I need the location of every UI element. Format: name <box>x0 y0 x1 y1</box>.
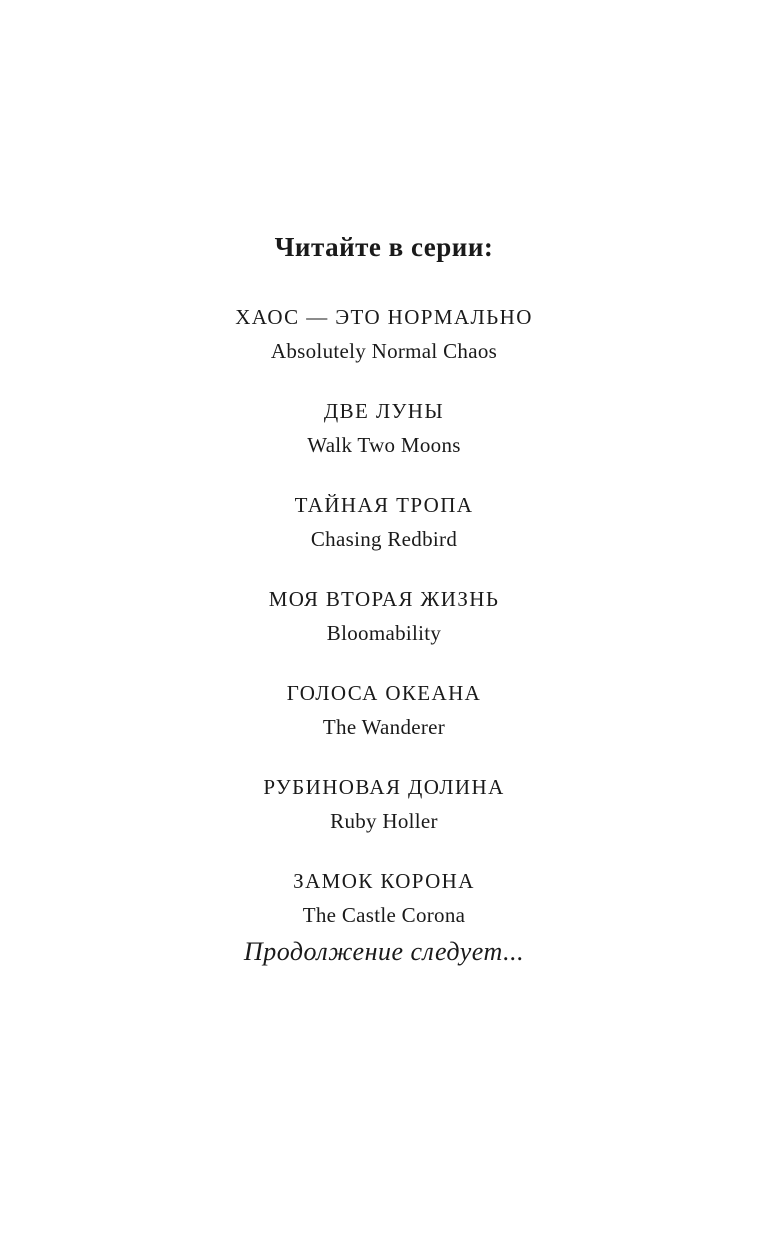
book-title-en: Ruby Holler <box>330 809 438 833</box>
book-title-en: The Castle Corona <box>302 903 466 927</box>
book-entry <box>0 488 768 582</box>
book-title-en: Absolutely Normal Chaos <box>270 339 498 363</box>
book-title-en: The Wanderer <box>322 715 446 739</box>
book-entry <box>0 770 768 864</box>
book-title-ru: РУБИНОВАЯ ДОЛИНА <box>263 775 505 799</box>
book-title-ru: ЗАМОК КОРОНА <box>293 869 475 893</box>
book-entry <box>0 582 768 676</box>
book-title-ru: ТАЙНАЯ ТРОПА <box>294 493 474 517</box>
book-title-en: Bloomability <box>326 621 442 645</box>
book-title-ru: ХАОС — ЭТО НОРМАЛЬНО <box>235 305 533 329</box>
book-entry <box>0 676 768 770</box>
book-title-ru: ГОЛОСА ОКЕАНА <box>286 681 482 705</box>
series-book-list <box>0 300 768 958</box>
continuation-note: Продолжение следует... <box>243 937 525 966</box>
book-title-ru: ДВЕ ЛУНЫ <box>323 399 445 423</box>
series-heading: Читайте в серии: <box>274 232 494 262</box>
book-title-ru: МОЯ ВТОРАЯ ЖИЗНЬ <box>268 587 500 611</box>
book-title-en: Walk Two Moons <box>307 433 461 457</box>
book-title-en: Chasing Redbird <box>310 527 458 551</box>
book-entry <box>0 300 768 394</box>
book-entry <box>0 394 768 488</box>
